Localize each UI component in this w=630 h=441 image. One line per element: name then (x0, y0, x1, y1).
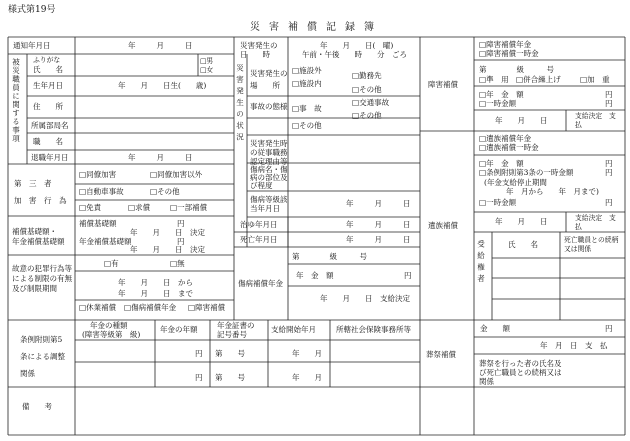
sick-pay-decided: 年 月 日 支給決定 (320, 294, 410, 303)
partial-checkbox[interactable]: □一部補償 (170, 203, 208, 212)
disab-lump-checkbox[interactable]: □障害補償一時金 (479, 49, 539, 58)
surv-annual-yen: 円 (605, 159, 613, 168)
row2-yen: 円 (195, 373, 203, 382)
period-label: (年金支給停止期間 (484, 178, 547, 187)
remarks-label: 備 考 (22, 402, 52, 411)
furigana-label: ふりがな (33, 56, 61, 64)
occur-dt-value1: 年 月 日( 曜) (320, 41, 394, 50)
surv-annual-checkbox[interactable]: □年 金 額 (479, 159, 524, 168)
disab-annual-checkbox[interactable]: □年 金 額 (479, 90, 524, 99)
receiver-name-col: 氏 名 (508, 240, 538, 249)
form-title: 災害補償記録簿 (250, 22, 383, 33)
sick-pension-label: 傷病補償年金 (238, 279, 283, 288)
fit-checkbox[interactable]: □準 用 (479, 75, 509, 84)
disability-checkbox[interactable]: □障害補償 (188, 303, 226, 312)
row1-no: 第 号 (215, 349, 245, 358)
rank-value: 年 月 日 (346, 199, 413, 208)
col-start: 支給開始年月 (271, 325, 316, 334)
male-checkbox[interactable]: □男 (200, 57, 214, 65)
notify-date-label: 通知年月日 (13, 41, 51, 50)
base-yen: 円 (177, 219, 185, 228)
col-office: 所轄社会保険事務所等 (336, 325, 411, 334)
surv-lump-checkbox[interactable]: □遺族補償一時金 (479, 143, 539, 152)
exempt-checkbox[interactable]: □免責 (79, 203, 102, 212)
commute-checkbox[interactable]: □勤務先 (352, 71, 382, 80)
funeral-amount-yen: 円 (605, 324, 613, 333)
survivor-label: 遺族補償 (428, 221, 458, 230)
victim-section-label: 被災職員に関する事項 (11, 58, 21, 143)
comb-checkbox[interactable]: □併合繰上げ (516, 75, 561, 84)
other-checkbox[interactable]: □その他 (150, 187, 180, 196)
female-checkbox[interactable]: □女 (200, 66, 214, 74)
form-label: 様式第19号 (8, 5, 56, 15)
sick-grade: 第 級 号 (292, 252, 367, 261)
surv-decided: 支給決定 支 払 (575, 214, 623, 231)
receiver-label: 受給権者 (476, 240, 486, 286)
disab-lumpamt-checkbox[interactable]: □一時金額 (479, 99, 517, 108)
funeral-amount-label: 金 額 (480, 324, 510, 333)
suppl3-checkbox[interactable]: □条例附則第3条の一時金額 (479, 168, 574, 177)
pension-base-label: 年金補償基礎額 (79, 237, 132, 246)
third-party-label2: 加 害 行 為 (14, 196, 67, 205)
position-label: 職 名 (33, 137, 63, 146)
healed-value: 年 月 日 (346, 220, 413, 229)
restriction-to: 年 月 日 まで (118, 289, 193, 298)
other2-checkbox[interactable]: □その他 (352, 85, 382, 94)
base-label2: 年金補償基礎額 (12, 237, 65, 246)
death-label: 死亡年月日 (240, 235, 278, 244)
sick-pension-checkbox[interactable]: □傷病補償年金 (124, 303, 177, 312)
col-pension-type: 年金の種類 (90, 321, 128, 330)
place-label: 災害発生の (250, 69, 288, 78)
address-label: 住 所 (33, 102, 63, 111)
other4-checkbox[interactable]: □その他 (292, 121, 322, 130)
duty-label: 災害発生時の従事職務認定理由等 (250, 139, 288, 166)
row2-ym: 年 月 (292, 373, 322, 382)
col-certificate: 年金証書の (217, 321, 255, 330)
claim-checkbox[interactable]: □求償 (128, 203, 151, 212)
disab-decided: 支給決定 支 払 (575, 112, 623, 129)
name-label: 氏 名 (33, 65, 63, 74)
birth-value: 年 月 日生( 歳) (118, 81, 207, 90)
base-amount-label: 補償基礎額 (79, 219, 117, 228)
restriction-from: 年 月 日 から (118, 278, 193, 287)
base-label1: 補償基礎額・ (12, 227, 57, 236)
sick-amount-label: 年 金 額 (296, 271, 334, 280)
funeral-label: 葬祭補償 (426, 350, 456, 359)
period-value: 年 月から 年 月まで) (506, 187, 599, 196)
leave-checkbox[interactable]: □休業補償 (79, 303, 117, 312)
no-checkbox[interactable]: □無 (170, 259, 185, 268)
col-annual-amount: 年金の年額 (160, 325, 198, 334)
retire-value: 年 月 日 (128, 153, 195, 162)
disab-lumpamt-yen: 円 (605, 99, 613, 108)
same-checkbox[interactable]: □同僚加害 (79, 170, 117, 179)
occur-dt-label: 災害発生の (240, 41, 278, 50)
sick-amount-yen: 円 (404, 271, 412, 280)
accident-label: 事故の態様 (250, 102, 288, 111)
surv-lumpamt-yen: 円 (605, 198, 613, 207)
retire-label: 退職年月日 (31, 153, 69, 162)
base-decided: 年 月 日 決定 (130, 228, 205, 237)
col-certificate2: 記号番号 (217, 330, 247, 339)
pension-base-decided: 年 月 日 決定 (130, 245, 205, 254)
disaster-label: 災害発生の状況 (235, 64, 245, 145)
funeral-date: 年 月 日 支 払 (540, 341, 608, 350)
car-checkbox[interactable]: □自動車事故 (79, 187, 124, 196)
third-party-label: 第 三 者 (14, 179, 52, 188)
injury-label: 傷病名・傷病の部位及び程度 (250, 165, 288, 190)
occur-dt-value2: 午前・午後 時 分 ごろ (302, 50, 407, 59)
place-label2: 場 所 (250, 81, 280, 90)
relation-col: 死亡職員との続柄又は関係 (564, 236, 619, 253)
notify-date-value: 年 月 日 (128, 41, 195, 50)
surv-lumpamt-checkbox[interactable]: □一時金額 (479, 198, 517, 207)
disab-grade: 第 級 号 (479, 65, 554, 74)
occur-dt-label2: 日 時 (240, 50, 270, 59)
healed-label: 治ゆ年月日 (240, 220, 278, 229)
other3-checkbox[interactable]: □その他 (352, 111, 382, 120)
funeral-performer: 葬祭を行った者の氏名及び死亡職員との続柄又は関係 (479, 359, 562, 386)
nonsame-checkbox[interactable]: □同僚加害以外 (150, 170, 203, 179)
disab-label: 障害補償 (428, 80, 458, 89)
suppl3-yen: 円 (605, 168, 613, 177)
supplementary-label: 条例附則第5条による調整関係 (20, 335, 65, 378)
death-value: 年 月 日 (346, 235, 413, 244)
surv-pension-checkbox[interactable]: □遺族補償年金 (479, 134, 532, 143)
add-checkbox[interactable]: □加 重 (580, 75, 610, 84)
restriction-label: 故意の犯罪行為等による制限の有無及び制限期間 (12, 264, 72, 293)
traffic-checkbox[interactable]: □交通事故 (352, 98, 390, 107)
yes-checkbox[interactable]: □有 (104, 259, 119, 268)
disab-annual-yen: 円 (605, 90, 613, 99)
disab-pension-checkbox[interactable]: □障害補償年金 (479, 40, 532, 49)
row2-no: 第 号 (215, 373, 245, 382)
work-checkbox[interactable]: □事 故 (292, 104, 322, 113)
pension-base-yen: 円 (177, 237, 185, 246)
row1-ym: 年 月 (292, 349, 322, 358)
inside-checkbox[interactable]: □施設外 (292, 66, 322, 75)
birth-label: 生年月日 (33, 81, 63, 90)
surv-date: 年 月 日 (495, 217, 548, 226)
rank-label: 傷病等級該当年月日 (250, 195, 288, 213)
col-pension-type2: (障害等級第 級) (82, 330, 141, 339)
dept-label: 所属部局名 (31, 121, 69, 130)
disab-date: 年 月 日 (495, 116, 548, 125)
outside-checkbox[interactable]: □施設内 (292, 79, 322, 88)
row1-yen: 円 (195, 349, 203, 358)
